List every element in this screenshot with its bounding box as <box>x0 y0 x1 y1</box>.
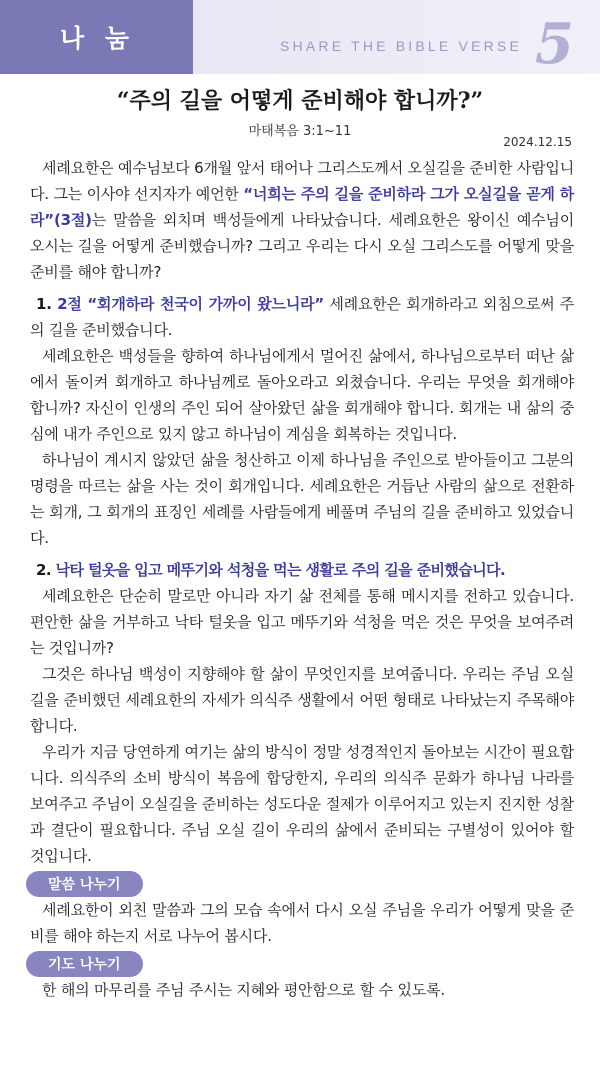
share-label-badge: 말씀 나누기 <box>26 871 143 897</box>
section2-heading <box>30 557 574 583</box>
section-tag: 나 눔 <box>0 0 193 74</box>
section1-paragraph-2: 하나님이 계시지 않았던 삶을 청산하고 이제 하나님을 주인으로 받아들이고 그분의 명령을 따르는 삶을 사는 것이 회개입니다. 세례요한은 거듭난 사람의 삶으로 전환하는 회개, 그 회개의 표징인 세례를 사람들에게 베풀며 주님의 길을 준비하고 있었습니다. <box>30 451 574 547</box>
prayer-paragraph: 한 해의 마무리를 주님 주시는 지혜와 평안함으로 할 수 있도록. <box>42 981 445 999</box>
section2-number: 2. <box>36 561 51 579</box>
intro-quote: “너희는 주의 길을 준비하라 그가 오실길을 곧게 하라”(3절) <box>30 185 574 229</box>
section1-paragraph-1: 세례요한은 백성들을 향하여 하나님에게서 멀어진 삶에서, 하나님으로부터 떠난 삶에서 돌이켜 회개하고 하나님께로 돌아오라고 외쳤습니다. 우리는 무엇을 회개해야 합니까? 자신이 인생의 주인 되어 살아왔던 삶을 회개해야 합니다. 회개는 내 삶의 중심에 내가 주인으로 있지 않고 하나님이 계심을 회복하는 것입니다. <box>30 347 574 443</box>
scripture-reference: 마태복음 3:1~11 <box>248 124 352 139</box>
section1-title: 2절 “회개하라 천국이 가까이 왔느니라” <box>57 295 325 313</box>
page-title: “주의 길을 어떻게 준비해야 합니까?” <box>116 88 484 114</box>
section2-paragraph-3: 우리가 지금 당연하게 여기는 삶의 방식이 정말 성경적인지 돌아보는 시간이 필요합니다. 의식주의 소비 방식이 복음에 합당한지, 우리의 의식주 문화가 하나님 나라를 보여주고 주님이 오실길을 준비하는 성도다운 절제가 이루어지고 있는지 진지한 성찰과 결단이 필요합니다. 주님 오실 길이 우리의 삶에서 준비되는 구별성이 있어야 할 것입니다. <box>30 743 574 865</box>
intro-text-2: 는 말씀을 외치며 백성들에게 나타났습니다. 세례요한은 왕이신 예수님이 오시는 길을 어떻게 준비했습니까? 그리고 우리는 다시 오실 그리스도를 어떻게 맞을 준비를 해야 합니까? <box>30 211 574 281</box>
intro-paragraph <box>30 155 574 285</box>
header-caption: SHARE THE BIBLE VERSE <box>280 38 523 54</box>
share-paragraph: 세례요한이 외친 말씀과 그의 모습 속에서 다시 오실 주님을 우리가 어떻게 맞을 준비를 해야 하는지 서로 나누어 봅시다. <box>30 901 574 945</box>
section2-paragraph-1: 세례요한은 단순히 말로만 아니라 자기 삶 전체를 통해 메시지를 전하고 있습니다. 편안한 삶을 거부하고 낙타 털옷을 입고 메뚜기와 석청을 먹은 것은 무엇을 보여주려는 것입니까? <box>30 587 574 657</box>
article-body <box>0 155 600 1003</box>
section1-number: 1. <box>36 295 52 313</box>
section1-lead: 세례요한은 회개하라고 외침으로써 주의 길을 준비했습니다. <box>30 295 574 339</box>
prayer-label-badge: 기도 나누기 <box>26 951 143 977</box>
date-label: 2024.12.15 <box>503 135 572 149</box>
section1-heading <box>30 291 574 343</box>
section2-paragraph-2: 그것은 하나님 백성이 지향해야 할 삶이 무엇인지를 보여줍니다. 우리는 주님 오실 길을 준비했던 세례요한의 자세가 의식주 생활에서 어떤 형태로 나타났는지 주목해야 합니다. <box>30 665 574 735</box>
section2-title: 낙타 털옷을 입고 메뚜기와 석청을 먹는 생활로 주의 길을 준비했습니다. <box>55 561 506 579</box>
page-number: 5 <box>535 11 574 77</box>
header-banner <box>0 0 600 77</box>
intro-text-1: 세례요한은 예수님보다 6개월 앞서 태어나 그리스도께서 오실길을 준비한 사람입니다. 그는 이사야 선지자가 예언한 <box>30 159 574 203</box>
